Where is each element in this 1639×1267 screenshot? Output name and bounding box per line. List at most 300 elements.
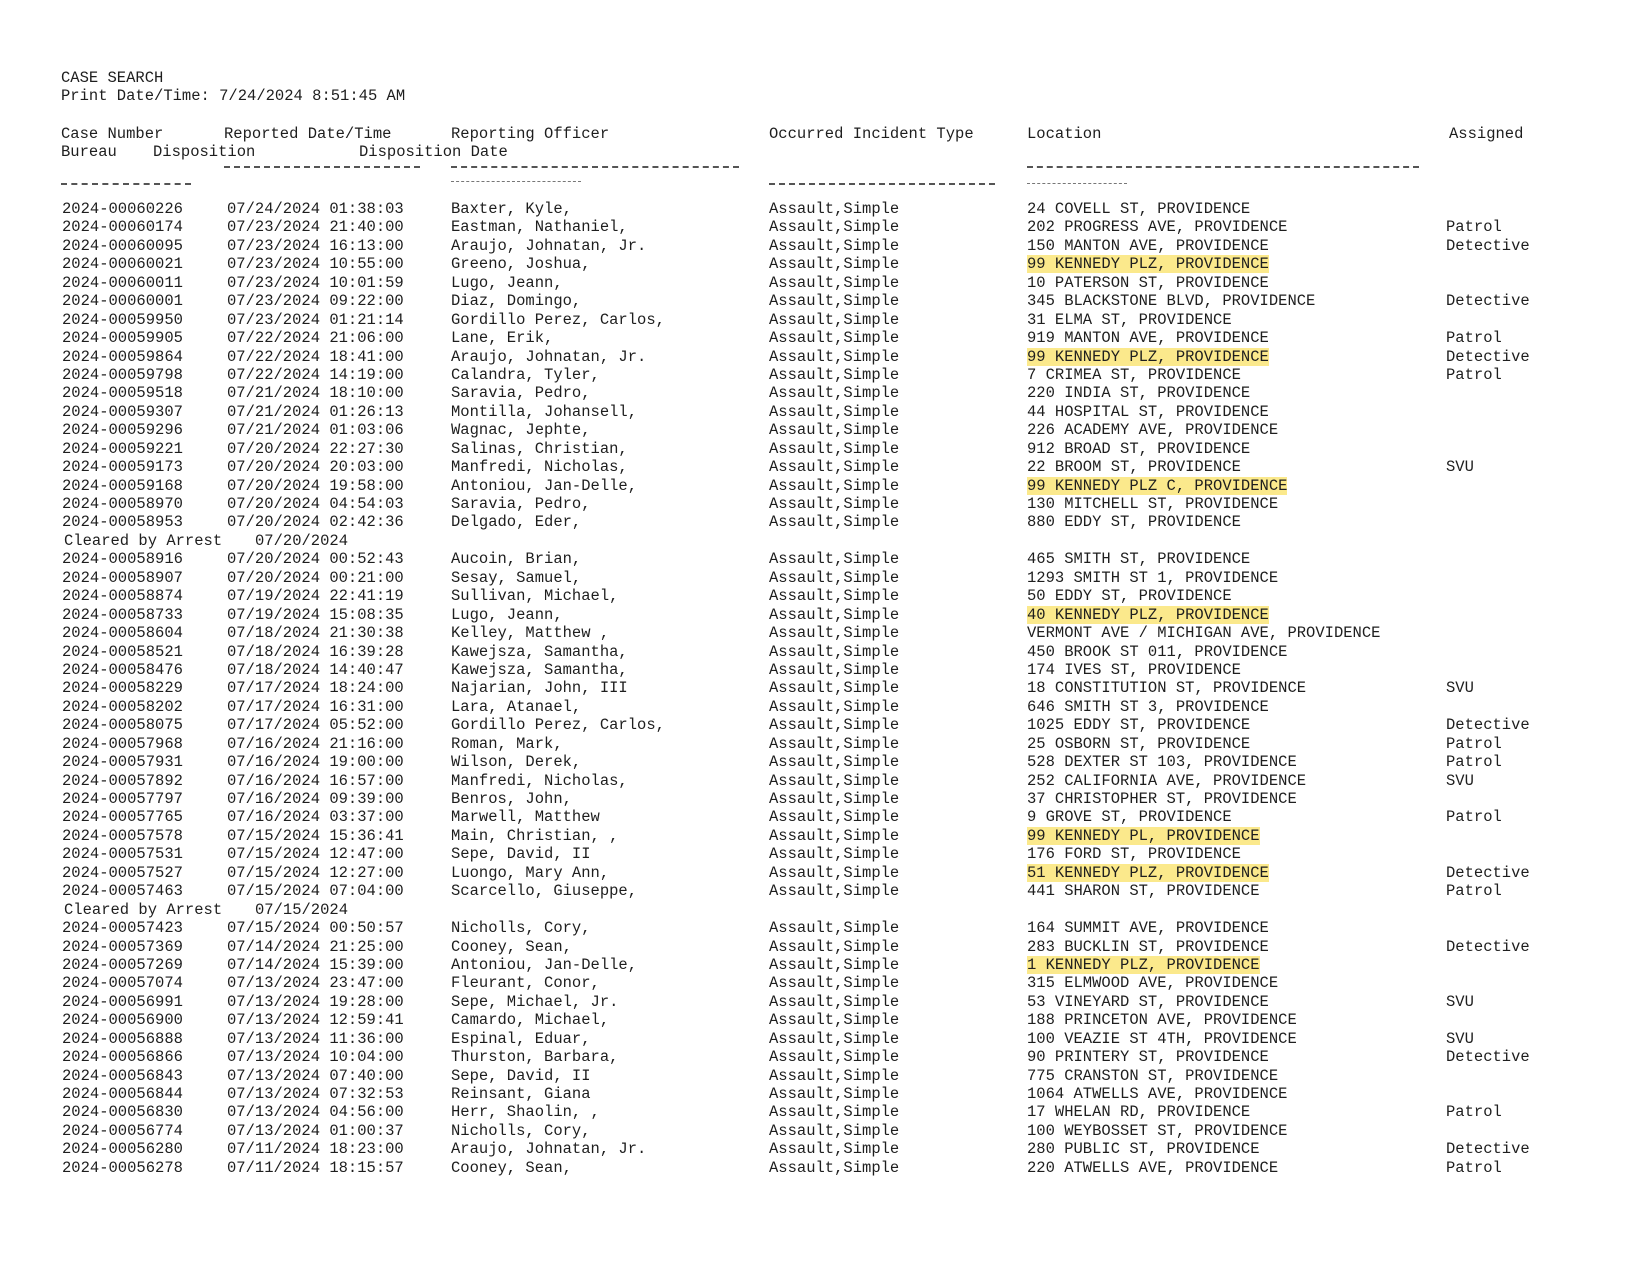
case-number-cell: 2024-00058075 bbox=[62, 716, 183, 735]
reported-date-cell: 07/23/2024 10:01:59 bbox=[227, 273, 404, 292]
officer-cell: Benros, John, bbox=[451, 790, 572, 808]
location-cell: 24 COVELL ST, PROVIDENCE bbox=[1027, 200, 1251, 218]
table-row bbox=[0, 403, 1639, 421]
incident-type-cell: Assault,Simple bbox=[769, 587, 900, 606]
case-number-cell: 2024-00059905 bbox=[62, 329, 183, 348]
reported-date-cell: 07/20/2024 19:58:00 bbox=[227, 476, 404, 495]
officer-cell: Roman, Mark, bbox=[451, 734, 563, 753]
location-cell: 220 ATWELLS AVE, PROVIDENCE bbox=[1027, 1158, 1279, 1177]
table-row bbox=[0, 1140, 1639, 1158]
case-number-cell: 2024-00056278 bbox=[62, 1158, 183, 1177]
case-number-cell: 2024-00056844 bbox=[62, 1085, 183, 1103]
case-number-cell: 2024-00056866 bbox=[62, 1048, 183, 1067]
location-cell: 90 PRINTERY ST, PROVIDENCE bbox=[1027, 1048, 1269, 1067]
location-cell: 53 VINEYARD ST, PROVIDENCE bbox=[1027, 992, 1269, 1011]
col-assigned: Assigned bbox=[1449, 125, 1524, 143]
officer-cell: Saravia, Pedro, bbox=[451, 495, 591, 513]
location-cell: 31 ELMA ST, PROVIDENCE bbox=[1027, 310, 1232, 329]
table-row bbox=[0, 938, 1639, 956]
reported-date-cell: 07/16/2024 16:57:00 bbox=[227, 771, 404, 790]
assigned-cell: SVU bbox=[1446, 1029, 1474, 1048]
col-incident-type: Occurred Incident Type bbox=[769, 125, 974, 143]
col-disposition: Disposition bbox=[153, 143, 256, 161]
reported-date-cell: 07/23/2024 09:22:00 bbox=[227, 292, 404, 311]
table-row bbox=[0, 1085, 1639, 1103]
reported-date-cell: 07/20/2024 22:27:30 bbox=[227, 439, 404, 458]
table-row bbox=[0, 274, 1639, 292]
location-cell: 17 WHELAN RD, PROVIDENCE bbox=[1027, 1103, 1251, 1122]
officer-cell: Marwell, Matthew bbox=[451, 808, 600, 827]
case-number-cell: 2024-00056900 bbox=[62, 1011, 183, 1030]
incident-type-cell: Assault,Simple bbox=[769, 863, 900, 882]
incident-type-cell: Assault,Simple bbox=[769, 845, 900, 864]
location-cell: 99 KENNEDY PL, PROVIDENCE bbox=[1027, 826, 1260, 845]
officer-cell: Lara, Atanael, bbox=[451, 697, 582, 716]
officer-cell: Salinas, Christian, bbox=[451, 439, 628, 458]
case-number-cell: 2024-00058874 bbox=[62, 587, 183, 606]
officer-cell: Main, Christian, , bbox=[451, 826, 619, 845]
incident-type-cell: Assault,Simple bbox=[769, 439, 900, 458]
table-row bbox=[0, 1048, 1639, 1066]
reported-date-cell: 07/16/2024 21:16:00 bbox=[227, 734, 404, 753]
case-number-cell: 2024-00059950 bbox=[62, 310, 183, 329]
case-number-cell: 2024-00057797 bbox=[62, 790, 183, 808]
assigned-cell: Patrol bbox=[1446, 808, 1502, 827]
reported-date-cell: 07/14/2024 21:25:00 bbox=[227, 937, 404, 956]
header-rule bbox=[1027, 183, 1127, 184]
location-cell: 99 KENNEDY PLZ, PROVIDENCE bbox=[1027, 255, 1269, 274]
reported-date-cell: 07/13/2024 07:32:53 bbox=[227, 1085, 404, 1103]
location-cell: 174 IVES ST, PROVIDENCE bbox=[1027, 660, 1241, 679]
location-cell: 646 SMITH ST 3, PROVIDENCE bbox=[1027, 697, 1269, 716]
case-number-cell: 2024-00058970 bbox=[62, 495, 183, 513]
assigned-cell: Patrol bbox=[1446, 329, 1502, 348]
case-number-cell: 2024-00056280 bbox=[62, 1140, 183, 1159]
officer-cell: Gordillo Perez, Carlos, bbox=[451, 716, 665, 735]
incident-type-cell: Assault,Simple bbox=[769, 292, 900, 311]
location-cell: 345 BLACKSTONE BLVD, PROVIDENCE bbox=[1027, 292, 1316, 311]
incident-type-cell: Assault,Simple bbox=[769, 679, 900, 698]
location-cell: 919 MANTON AVE, PROVIDENCE bbox=[1027, 329, 1269, 348]
case-number-cell: 2024-00059518 bbox=[62, 384, 183, 403]
officer-cell: Sepe, David, II bbox=[451, 845, 591, 864]
reported-date-cell: 07/20/2024 00:21:00 bbox=[227, 568, 404, 587]
header-rule bbox=[224, 166, 420, 168]
location-cell: 25 OSBORN ST, PROVIDENCE bbox=[1027, 734, 1251, 753]
reported-date-cell: 07/13/2024 11:36:00 bbox=[227, 1029, 404, 1048]
location-cell: 315 ELMWOOD AVE, PROVIDENCE bbox=[1027, 974, 1279, 993]
officer-cell: Wilson, Derek, bbox=[451, 753, 582, 772]
location-cell: 465 SMITH ST, PROVIDENCE bbox=[1027, 550, 1251, 569]
case-number-cell: 2024-00057578 bbox=[62, 826, 183, 845]
officer-cell: Sullivan, Michael, bbox=[451, 587, 619, 606]
disposition-label: Cleared by Arrest bbox=[64, 900, 223, 919]
table-row bbox=[0, 882, 1639, 900]
incident-type-cell: Assault,Simple bbox=[769, 642, 900, 661]
assigned-cell: SVU bbox=[1446, 679, 1474, 698]
table-row bbox=[0, 255, 1639, 273]
officer-cell: Manfredi, Nicholas, bbox=[451, 458, 628, 477]
location-cell: 441 SHARON ST, PROVIDENCE bbox=[1027, 882, 1260, 901]
incident-type-cell: Assault,Simple bbox=[769, 1085, 900, 1103]
incident-type-cell: Assault,Simple bbox=[769, 458, 900, 477]
location-cell: 100 VEAZIE ST 4TH, PROVIDENCE bbox=[1027, 1029, 1297, 1048]
table-row bbox=[0, 716, 1639, 734]
reported-date-cell: 07/13/2024 12:59:41 bbox=[227, 1011, 404, 1030]
table-row bbox=[0, 790, 1639, 808]
officer-cell: Kawejsza, Samantha, bbox=[451, 642, 628, 661]
case-number-cell: 2024-00060001 bbox=[62, 292, 183, 311]
header-rule bbox=[61, 183, 191, 185]
officer-cell: Reinsant, Giana bbox=[451, 1085, 591, 1103]
location-cell: 9 GROVE ST, PROVIDENCE bbox=[1027, 808, 1232, 827]
reported-date-cell: 07/16/2024 19:00:00 bbox=[227, 753, 404, 772]
incident-type-cell: Assault,Simple bbox=[769, 753, 900, 772]
location-cell: 528 DEXTER ST 103, PROVIDENCE bbox=[1027, 753, 1297, 772]
location-cell: 188 PRINCETON AVE, PROVIDENCE bbox=[1027, 1011, 1297, 1030]
table-row bbox=[0, 218, 1639, 236]
assigned-cell: Patrol bbox=[1446, 365, 1502, 384]
officer-cell: Lane, Erik, bbox=[451, 329, 554, 348]
table-row bbox=[0, 569, 1639, 587]
location-cell: 280 PUBLIC ST, PROVIDENCE bbox=[1027, 1140, 1260, 1159]
officer-cell: Wagnac, Jephte, bbox=[451, 421, 591, 440]
incident-type-cell: Assault,Simple bbox=[769, 992, 900, 1011]
col-bureau: Bureau bbox=[61, 143, 117, 161]
incident-type-cell: Assault,Simple bbox=[769, 1048, 900, 1067]
incident-type-cell: Assault,Simple bbox=[769, 347, 900, 366]
incident-type-cell: Assault,Simple bbox=[769, 882, 900, 901]
assigned-cell: Detective bbox=[1446, 347, 1530, 366]
reported-date-cell: 07/13/2024 19:28:00 bbox=[227, 992, 404, 1011]
table-row bbox=[0, 753, 1639, 771]
officer-cell: Aucoin, Brian, bbox=[451, 550, 582, 569]
case-number-cell: 2024-00057968 bbox=[62, 734, 183, 753]
officer-cell: Manfredi, Nicholas, bbox=[451, 771, 628, 790]
location-cell: 50 EDDY ST, PROVIDENCE bbox=[1027, 587, 1232, 606]
reported-date-cell: 07/21/2024 01:26:13 bbox=[227, 402, 404, 421]
officer-cell: Saravia, Pedro, bbox=[451, 384, 591, 403]
officer-cell: Antoniou, Jan-Delle, bbox=[451, 476, 638, 495]
table-row bbox=[0, 864, 1639, 882]
table-row bbox=[0, 661, 1639, 679]
case-number-cell: 2024-00058202 bbox=[62, 697, 183, 716]
reported-date-cell: 07/18/2024 16:39:28 bbox=[227, 642, 404, 661]
assigned-cell: Patrol bbox=[1446, 753, 1502, 772]
table-row bbox=[0, 845, 1639, 863]
disposition-date: 07/20/2024 bbox=[255, 531, 349, 550]
table-row bbox=[0, 421, 1639, 439]
table-row bbox=[0, 384, 1639, 402]
location-cell: 40 KENNEDY PLZ, PROVIDENCE bbox=[1027, 605, 1269, 624]
incident-type-cell: Assault,Simple bbox=[769, 1029, 900, 1048]
table-row bbox=[0, 919, 1639, 937]
case-number-cell: 2024-00056888 bbox=[62, 1029, 183, 1048]
assigned-cell: Detective bbox=[1446, 937, 1530, 956]
officer-cell: Greeno, Joshua, bbox=[451, 255, 591, 274]
officer-cell: Araujo, Johnatan, Jr. bbox=[451, 1140, 647, 1159]
case-number-cell: 2024-00058907 bbox=[62, 568, 183, 587]
incident-type-cell: Assault,Simple bbox=[769, 919, 900, 938]
case-number-cell: 2024-00059798 bbox=[62, 365, 183, 384]
officer-cell: Kawejsza, Samantha, bbox=[451, 660, 628, 679]
table-row bbox=[0, 698, 1639, 716]
location-cell: 1064 ATWELLS AVE, PROVIDENCE bbox=[1027, 1085, 1288, 1103]
incident-type-cell: Assault,Simple bbox=[769, 200, 900, 218]
reported-date-cell: 07/21/2024 18:10:00 bbox=[227, 384, 404, 403]
table-row bbox=[0, 1103, 1639, 1121]
assigned-cell: Detective bbox=[1446, 1048, 1530, 1067]
incident-type-cell: Assault,Simple bbox=[769, 568, 900, 587]
reported-date-cell: 07/13/2024 23:47:00 bbox=[227, 974, 404, 993]
incident-type-cell: Assault,Simple bbox=[769, 660, 900, 679]
reported-date-cell: 07/13/2024 01:00:37 bbox=[227, 1121, 404, 1140]
print-date: Print Date/Time: 7/24/2024 8:51:45 AM bbox=[61, 87, 406, 105]
location-cell: 18 CONSTITUTION ST, PROVIDENCE bbox=[1027, 679, 1307, 698]
assigned-cell: SVU bbox=[1446, 458, 1474, 477]
incident-type-cell: Assault,Simple bbox=[769, 402, 900, 421]
location-cell: 7 CRIMEA ST, PROVIDENCE bbox=[1027, 365, 1241, 384]
officer-cell: Camardo, Michael, bbox=[451, 1011, 610, 1030]
incident-type-cell: Assault,Simple bbox=[769, 236, 900, 255]
table-row bbox=[0, 956, 1639, 974]
table-row bbox=[0, 735, 1639, 753]
reported-date-cell: 07/21/2024 01:03:06 bbox=[227, 421, 404, 440]
reported-date-cell: 07/15/2024 12:27:00 bbox=[227, 863, 404, 882]
case-number-cell: 2024-00060011 bbox=[62, 273, 183, 292]
assigned-cell: Detective bbox=[1446, 863, 1530, 882]
reported-date-cell: 07/19/2024 15:08:35 bbox=[227, 605, 404, 624]
case-table bbox=[0, 200, 1639, 1177]
incident-type-cell: Assault,Simple bbox=[769, 1140, 900, 1159]
incident-type-cell: Assault,Simple bbox=[769, 1158, 900, 1177]
reported-date-cell: 07/22/2024 18:41:00 bbox=[227, 347, 404, 366]
case-number-cell: 2024-00056774 bbox=[62, 1121, 183, 1140]
reported-date-cell: 07/11/2024 18:15:57 bbox=[227, 1158, 404, 1177]
case-number-cell: 2024-00058916 bbox=[62, 550, 183, 569]
table-row bbox=[0, 550, 1639, 568]
case-number-cell: 2024-00057765 bbox=[62, 808, 183, 827]
table-row bbox=[0, 1011, 1639, 1029]
case-number-cell: 2024-00059168 bbox=[62, 476, 183, 495]
case-number-cell: 2024-00057074 bbox=[62, 974, 183, 993]
assigned-cell: Detective bbox=[1446, 236, 1530, 255]
location-cell: 283 BUCKLIN ST, PROVIDENCE bbox=[1027, 937, 1269, 956]
reported-date-cell: 07/23/2024 01:21:14 bbox=[227, 310, 404, 329]
table-row bbox=[0, 366, 1639, 384]
case-number-cell: 2024-00057369 bbox=[62, 937, 183, 956]
officer-cell: Gordillo Perez, Carlos, bbox=[451, 310, 665, 329]
location-cell: 99 KENNEDY PLZ, PROVIDENCE bbox=[1027, 347, 1269, 366]
case-number-cell: 2024-00057892 bbox=[62, 771, 183, 790]
assigned-cell: Patrol bbox=[1446, 882, 1502, 901]
reported-date-cell: 07/22/2024 21:06:00 bbox=[227, 329, 404, 348]
case-number-cell: 2024-00057463 bbox=[62, 882, 183, 901]
incident-type-cell: Assault,Simple bbox=[769, 218, 900, 237]
incident-type-cell: Assault,Simple bbox=[769, 605, 900, 624]
incident-type-cell: Assault,Simple bbox=[769, 421, 900, 440]
col-officer: Reporting Officer bbox=[451, 125, 610, 143]
table-row bbox=[0, 311, 1639, 329]
location-cell: 202 PROGRESS AVE, PROVIDENCE bbox=[1027, 218, 1288, 237]
case-number-cell: 2024-00058521 bbox=[62, 642, 183, 661]
incident-type-cell: Assault,Simple bbox=[769, 808, 900, 827]
case-number-cell: 2024-00056991 bbox=[62, 992, 183, 1011]
incident-type-cell: Assault,Simple bbox=[769, 550, 900, 569]
incident-type-cell: Assault,Simple bbox=[769, 310, 900, 329]
incident-type-cell: Assault,Simple bbox=[769, 513, 900, 532]
officer-cell: Sesay, Samuel, bbox=[451, 568, 582, 587]
case-number-cell: 2024-00058229 bbox=[62, 679, 183, 698]
case-number-cell: 2024-00058733 bbox=[62, 605, 183, 624]
reported-date-cell: 07/19/2024 22:41:19 bbox=[227, 587, 404, 606]
case-number-cell: 2024-00060021 bbox=[62, 255, 183, 274]
incident-type-cell: Assault,Simple bbox=[769, 624, 900, 643]
incident-type-cell: Assault,Simple bbox=[769, 974, 900, 993]
reported-date-cell: 07/15/2024 12:47:00 bbox=[227, 845, 404, 864]
incident-type-cell: Assault,Simple bbox=[769, 365, 900, 384]
incident-type-cell: Assault,Simple bbox=[769, 384, 900, 403]
assigned-cell: Detective bbox=[1446, 1140, 1530, 1159]
reported-date-cell: 07/17/2024 18:24:00 bbox=[227, 679, 404, 698]
table-row bbox=[0, 993, 1639, 1011]
location-cell: 450 BROOK ST 011, PROVIDENCE bbox=[1027, 642, 1288, 661]
table-row bbox=[0, 606, 1639, 624]
case-number-cell: 2024-00059864 bbox=[62, 347, 183, 366]
incident-type-cell: Assault,Simple bbox=[769, 955, 900, 974]
assigned-cell: Patrol bbox=[1446, 734, 1502, 753]
case-number-cell: 2024-00059296 bbox=[62, 421, 183, 440]
officer-cell: Delgado, Eder, bbox=[451, 513, 582, 532]
case-number-cell: 2024-00057931 bbox=[62, 753, 183, 772]
column-header bbox=[0, 125, 1639, 165]
table-row bbox=[0, 679, 1639, 697]
location-cell: 164 SUMMIT AVE, PROVIDENCE bbox=[1027, 919, 1269, 938]
incident-type-cell: Assault,Simple bbox=[769, 790, 900, 808]
assigned-cell: Detective bbox=[1446, 292, 1530, 311]
table-row bbox=[0, 200, 1639, 218]
case-number-cell: 2024-00058953 bbox=[62, 513, 183, 532]
col-case-number: Case Number bbox=[61, 125, 164, 143]
officer-cell: Sepe, David, II bbox=[451, 1066, 591, 1085]
officer-cell: Herr, Shaolin, , bbox=[451, 1103, 600, 1122]
officer-cell: Montilla, Johansell, bbox=[451, 402, 638, 421]
header-rule bbox=[451, 181, 581, 182]
reported-date-cell: 07/17/2024 16:31:00 bbox=[227, 697, 404, 716]
reported-date-cell: 07/17/2024 05:52:00 bbox=[227, 716, 404, 735]
assigned-cell: Patrol bbox=[1446, 1158, 1502, 1177]
table-row bbox=[0, 1159, 1639, 1177]
officer-cell: Baxter, Kyle, bbox=[451, 200, 572, 218]
table-row bbox=[0, 440, 1639, 458]
officer-cell: Araujo, Johnatan, Jr. bbox=[451, 347, 647, 366]
table-row bbox=[0, 348, 1639, 366]
location-cell: 150 MANTON AVE, PROVIDENCE bbox=[1027, 236, 1269, 255]
incident-type-cell: Assault,Simple bbox=[769, 1121, 900, 1140]
table-row bbox=[0, 1122, 1639, 1140]
reported-date-cell: 07/13/2024 10:04:00 bbox=[227, 1048, 404, 1067]
officer-cell: Cooney, Sean, bbox=[451, 937, 572, 956]
assigned-cell: Detective bbox=[1446, 716, 1530, 735]
location-cell: 22 BROOM ST, PROVIDENCE bbox=[1027, 458, 1241, 477]
reported-date-cell: 07/15/2024 00:50:57 bbox=[227, 919, 404, 938]
case-number-cell: 2024-00060174 bbox=[62, 218, 183, 237]
officer-cell: Araujo, Johnatan, Jr. bbox=[451, 236, 647, 255]
officer-cell: Eastman, Nathaniel, bbox=[451, 218, 628, 237]
table-row bbox=[0, 477, 1639, 495]
officer-cell: Thurston, Barbara, bbox=[451, 1048, 619, 1067]
location-cell: 44 HOSPITAL ST, PROVIDENCE bbox=[1027, 402, 1269, 421]
case-number-cell: 2024-00057269 bbox=[62, 955, 183, 974]
table-row bbox=[0, 1030, 1639, 1048]
reported-date-cell: 07/11/2024 18:23:00 bbox=[227, 1140, 404, 1159]
incident-type-cell: Assault,Simple bbox=[769, 937, 900, 956]
reported-date-cell: 07/13/2024 04:56:00 bbox=[227, 1103, 404, 1122]
reported-date-cell: 07/15/2024 15:36:41 bbox=[227, 826, 404, 845]
table-row bbox=[0, 1067, 1639, 1085]
table-row bbox=[0, 827, 1639, 845]
case-number-cell: 2024-00059307 bbox=[62, 402, 183, 421]
incident-type-cell: Assault,Simple bbox=[769, 495, 900, 513]
table-row bbox=[0, 974, 1639, 992]
col-reported: Reported Date/Time bbox=[224, 125, 392, 143]
location-cell: 1293 SMITH ST 1, PROVIDENCE bbox=[1027, 568, 1279, 587]
location-cell: 775 CRANSTON ST, PROVIDENCE bbox=[1027, 1066, 1279, 1085]
officer-cell: Kelley, Matthew , bbox=[451, 624, 610, 643]
officer-cell: Espinal, Eduar, bbox=[451, 1029, 591, 1048]
case-number-cell: 2024-00059173 bbox=[62, 458, 183, 477]
case-number-cell: 2024-00057527 bbox=[62, 863, 183, 882]
assigned-cell: SVU bbox=[1446, 992, 1474, 1011]
reported-date-cell: 07/23/2024 10:55:00 bbox=[227, 255, 404, 274]
officer-cell: Lugo, Jeann, bbox=[451, 605, 563, 624]
incident-type-cell: Assault,Simple bbox=[769, 273, 900, 292]
table-row bbox=[0, 643, 1639, 661]
reported-date-cell: 07/20/2024 02:42:36 bbox=[227, 513, 404, 532]
location-cell: 1 KENNEDY PLZ, PROVIDENCE bbox=[1027, 955, 1260, 974]
assigned-cell: Patrol bbox=[1446, 1103, 1502, 1122]
reported-date-cell: 07/16/2024 09:39:00 bbox=[227, 790, 404, 808]
header-rule bbox=[451, 166, 739, 168]
incident-type-cell: Assault,Simple bbox=[769, 255, 900, 274]
incident-type-cell: Assault,Simple bbox=[769, 476, 900, 495]
reported-date-cell: 07/15/2024 07:04:00 bbox=[227, 882, 404, 901]
table-row bbox=[0, 237, 1639, 255]
case-number-cell: 2024-00057423 bbox=[62, 919, 183, 938]
incident-type-cell: Assault,Simple bbox=[769, 1066, 900, 1085]
reported-date-cell: 07/14/2024 15:39:00 bbox=[227, 955, 404, 974]
location-cell: 252 CALIFORNIA AVE, PROVIDENCE bbox=[1027, 771, 1307, 790]
case-number-cell: 2024-00058604 bbox=[62, 624, 183, 643]
officer-cell: Nicholls, Cory, bbox=[451, 1121, 591, 1140]
incident-type-cell: Assault,Simple bbox=[769, 329, 900, 348]
reported-date-cell: 07/20/2024 20:03:00 bbox=[227, 458, 404, 477]
officer-cell: Calandra, Tyler, bbox=[451, 365, 600, 384]
officer-cell: Fleurant, Conor, bbox=[451, 974, 600, 993]
location-cell: 37 CHRISTOPHER ST, PROVIDENCE bbox=[1027, 790, 1297, 808]
disposition-date: 07/15/2024 bbox=[255, 900, 349, 919]
location-cell: VERMONT AVE / MICHIGAN AVE, PROVIDENCE bbox=[1027, 624, 1381, 643]
reported-date-cell: 07/22/2024 14:19:00 bbox=[227, 365, 404, 384]
location-cell: 220 INDIA ST, PROVIDENCE bbox=[1027, 384, 1251, 403]
location-cell: 176 FORD ST, PROVIDENCE bbox=[1027, 845, 1241, 864]
case-number-cell: 2024-00058476 bbox=[62, 660, 183, 679]
report-title: CASE SEARCH bbox=[61, 69, 164, 87]
reported-date-cell: 07/18/2024 14:40:47 bbox=[227, 660, 404, 679]
table-row bbox=[0, 808, 1639, 826]
officer-cell: Luongo, Mary Ann, bbox=[451, 863, 610, 882]
reported-date-cell: 07/13/2024 07:40:00 bbox=[227, 1066, 404, 1085]
